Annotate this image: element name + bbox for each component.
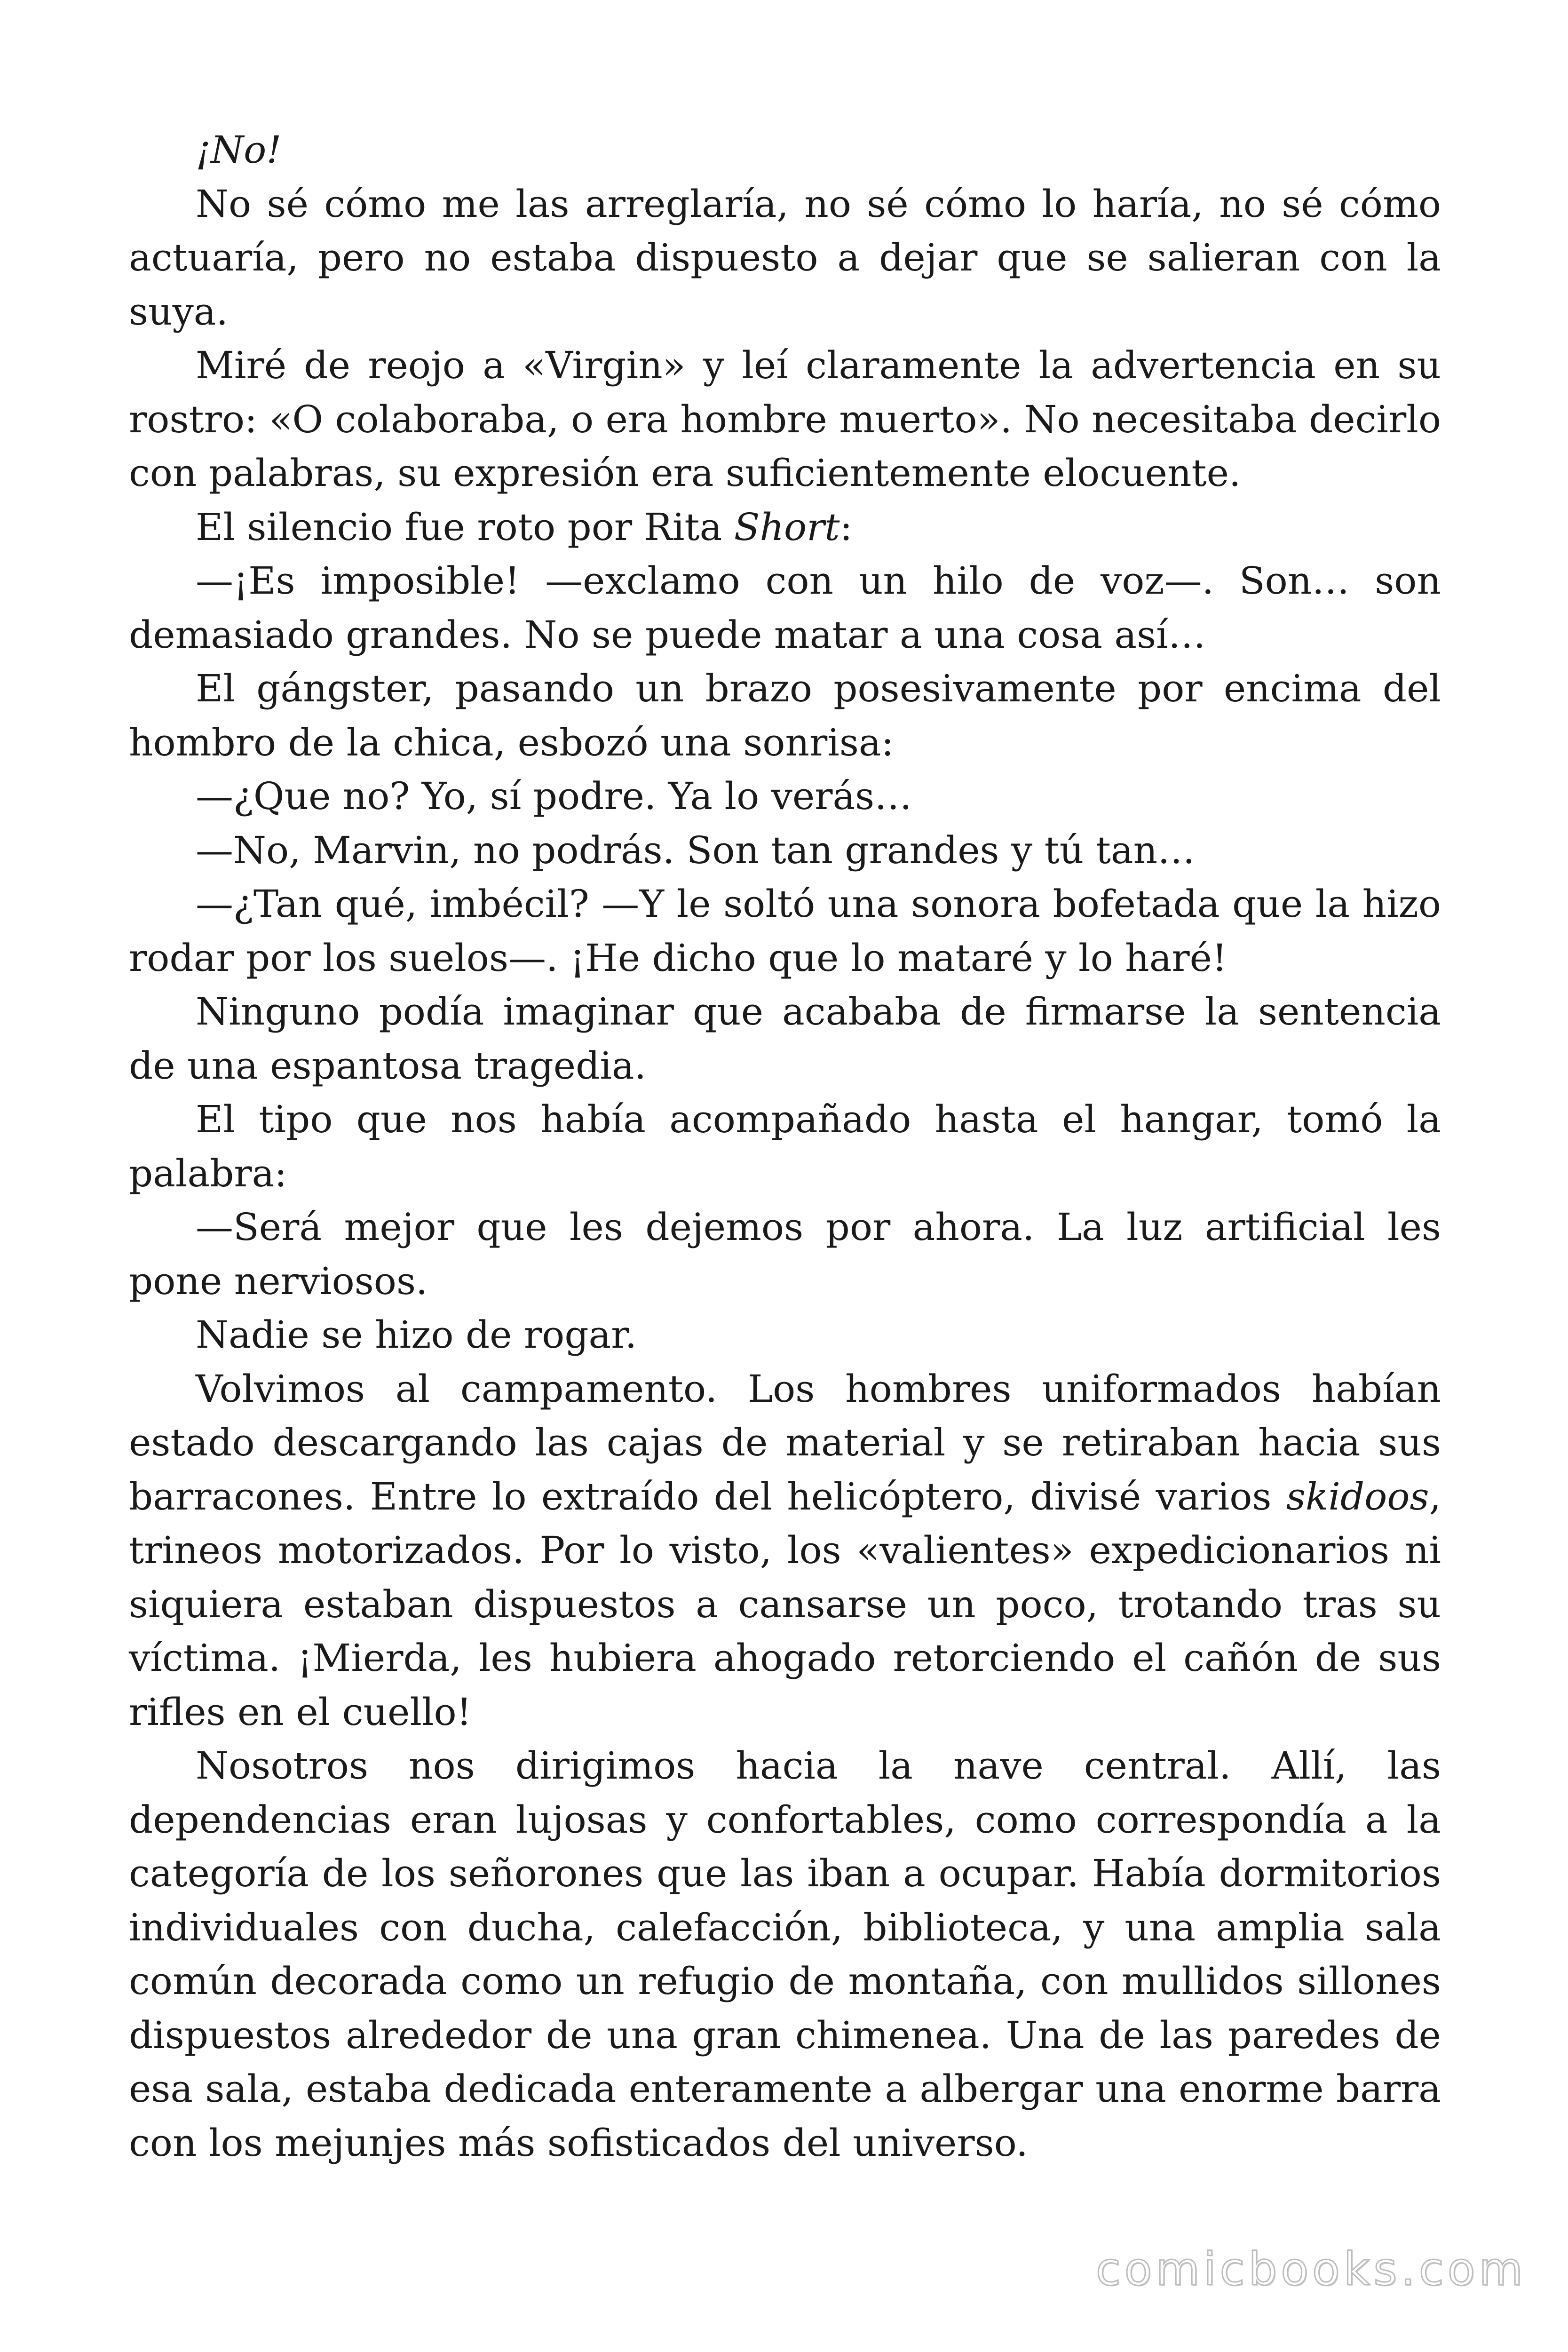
paragraph-10: Ninguno podía imaginar que acababa de firmarse la sentencia de una espantosa tragedia. [129, 990, 1441, 1088]
paragraph-13: Nadie se hizo de rogar. [196, 1313, 637, 1357]
paragraph-6: El gángster, pasando un brazo posesivamente por encima del hombro de la chica, esbozó una sonrisa: [129, 667, 1441, 764]
paragraph-3: Miré de reojo a «Virgin» y leí claramente la advertencia en su rostro: «O colaboraba, o era hombre muerto». No necesitaba decirlo con palabras, su expresión era suficientemente elocuente. [129, 343, 1441, 495]
page-text [129, 123, 1441, 2170]
paragraph-9: —¿Tan qué, imbécil? —Y le soltó una sonora bofetada que la hizo rodar por los suelos—. ¡He dicho que lo mataré y lo haré! [129, 882, 1441, 980]
paragraph-1: ¡No! [196, 128, 282, 172]
paragraph-4: El silencio fue roto por Rita Short: [196, 505, 853, 549]
paragraph-11: El tipo que nos había acompañado hasta el hangar, tomó la palabra: [129, 1097, 1441, 1195]
watermark: comicbooks.com [1095, 2243, 1527, 2296]
paragraph-5: —¡Es imposible! —exclamo con un hilo de voz—. Son… son demasiado grandes. No se puede matar a una cosa así… [129, 559, 1441, 657]
paragraph-2: No sé cómo me las arreglaría, no sé cómo lo haría, no sé cómo actuaría, pero no estaba dispuesto a dejar que se salieran con la suya. [129, 182, 1441, 334]
paragraph-8: —No, Marvin, no podrás. Son tan grandes y tú tan… [196, 828, 1196, 872]
paragraph-12: —Será mejor que les dejemos por ahora. La luz artificial les pone nerviosos. [129, 1205, 1441, 1303]
paragraph-7: —¿Que no? Yo, sí podre. Ya lo verás… [196, 774, 912, 818]
paragraph-14: Volvimos al campamento. Los hombres uniformados habían estado descargando las cajas de material y se retiraban hacia sus barracones. Entre lo extraído del helicóptero, divisé varios skidoos, trineos motorizados. Por lo visto, los «valientes» expedicionarios ni siquiera estaban dispuestos a cansarse un poco, trotando tras su víctima. ¡Mierda, les hubiera ahogado retorciendo el cañón de sus rifles en el cuello! [129, 1367, 1441, 1734]
paragraph-15: Nosotros nos dirigimos hacia la nave central. Allí, las dependencias eran lujosas y confortables, como correspondía a la categoría de los señorones que las iban a ocupar. Había dormitorios individuales con ducha, calefacción, biblioteca, y una amplia sala común decorada como un refugio de montaña, con mullidos sillones dispuestos alrededor de una gran chimenea. Una de las paredes de esa sala, estaba dedicada enteramente a albergar una enorme barra con los mejunjes más sofisticados del universo. [129, 1744, 1441, 2165]
